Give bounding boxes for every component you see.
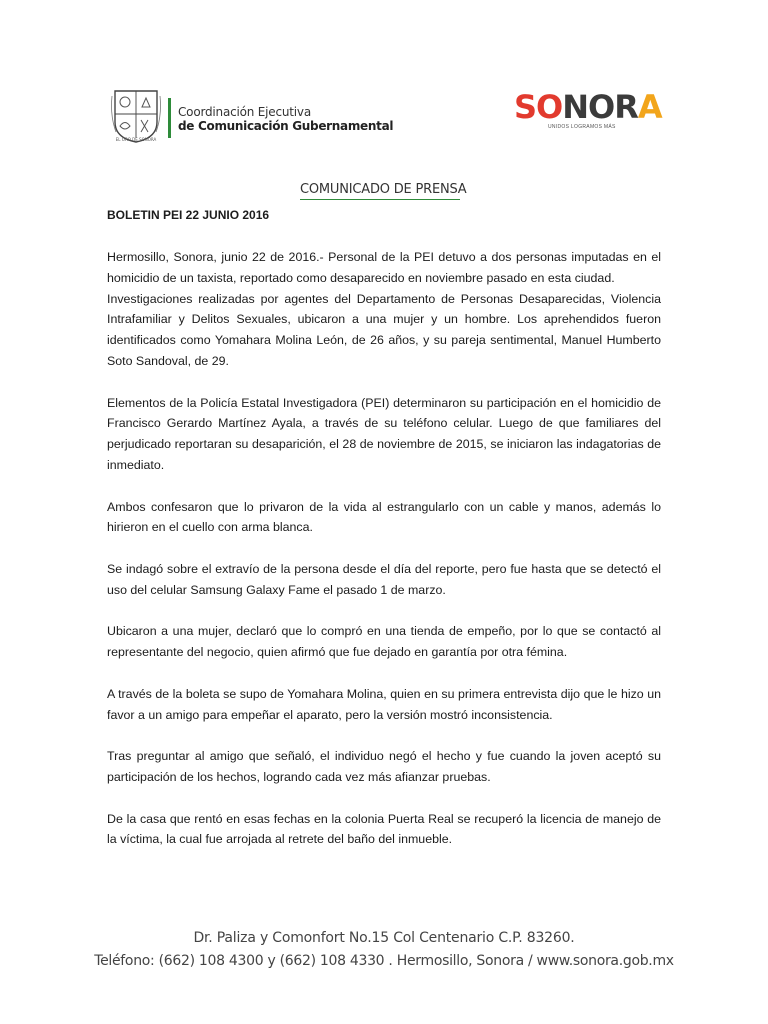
bulletin-heading: BOLETIN PEI 22 JUNIO 2016	[107, 208, 270, 222]
paragraph-8: Tras preguntar al amigo que señaló, el individuo negó el hecho y fue cuando la joven aceptó su participación de los hechos, logrando cada vez más afianzar pruebas.	[107, 749, 661, 784]
title-underline	[300, 199, 460, 200]
footer-contact: Teléfono: (662) 108 4300 y (662) 108 4330 . Hermosillo, Sonora / www.sonora.gob.mx	[94, 953, 674, 969]
sonora-wordmark-part2: NOR	[562, 88, 638, 126]
sonora-wordmark-part1: SO	[514, 88, 563, 126]
sonora-logo	[514, 88, 662, 136]
letterhead	[0, 0, 768, 160]
paragraph-9: De la casa que rentó en esas fechas en la colonia Puerta Real se recuperó la licencia de manejo de la víctima, la cual fue arrojada al retrete del baño del inmueble.	[107, 811, 661, 847]
footer-address: Dr. Paliza y Comonfort No.15 Col Centenario C.P. 83260.	[193, 930, 575, 946]
coordination-title-line1: Coordinación Ejecutiva	[178, 105, 311, 119]
press-release-body	[107, 247, 661, 871]
paragraph-6: Ubicaron a una mujer, declaró que lo compró en una tienda de empeño, por lo que se contactó al representante del negocio, quien afirmó que fue dejado en garantía por otra fémina.	[107, 624, 661, 660]
state-seal-icon	[111, 88, 161, 144]
seal-caption: EL ORO DE SONORA	[115, 137, 157, 142]
letterhead-divider	[168, 98, 171, 138]
sonora-wordmark-part3: A	[637, 88, 662, 126]
paragraph-1: Hermosillo, Sonora, junio 22 de 2016.- Personal de la PEI detuvo a dos personas imputadas en el homicidio de un taxista, reportado como desaparecido en noviembre pasado en esta ciudad.	[107, 250, 661, 285]
sonora-tagline: UNIDOS LOGRAMOS MÁS	[548, 124, 616, 130]
sonora-wordmark	[514, 88, 662, 126]
paragraph-7: A través de la boleta se supo de Yomahara Molina, quien en su primera entrevista dijo que le hizo un favor a un amigo para empeñar el aparato, pero la versión mostró inconsistencia.	[107, 686, 661, 722]
press-release-title: COMUNICADO DE PRENSA	[300, 182, 467, 197]
paragraph-4: Ambos confesaron que lo privaron de la vida al estrangularlo con un cable y manos, además lo hirieron en el cuello con arma blanca.	[107, 499, 661, 535]
paragraph-5: Se indagó sobre el extravío de la persona desde el día del reporte, pero fue hasta que se detectó el uso del celular Samsung Galaxy Fame el pasado 1 de marzo.	[107, 561, 661, 597]
coordination-title-line2: de Comunicación Gubernamental	[178, 119, 394, 133]
paragraph-2: Investigaciones realizadas por agentes del Departamento de Personas Desaparecidas, Violencia Intrafamiliar y Delitos Sexuales, ubicaron a una mujer y un hombre. Los aprehendidos fueron identificados como Yomahara Molina León, de 26 años, y su pareja sentimental, Manuel Humberto Soto Sandoval, de 29.	[107, 291, 661, 368]
paragraph-3: Elementos de la Policía Estatal Investigadora (PEI) determinaron su participación en el homicidio de Francisco Gerardo Martínez Ayala, a través de su teléfono celular. Luego de que familiares del perjudicado reportaran su desaparición, el 28 de noviembre de 2015, se iniciaron las indagatorias de inmediato.	[107, 395, 661, 472]
